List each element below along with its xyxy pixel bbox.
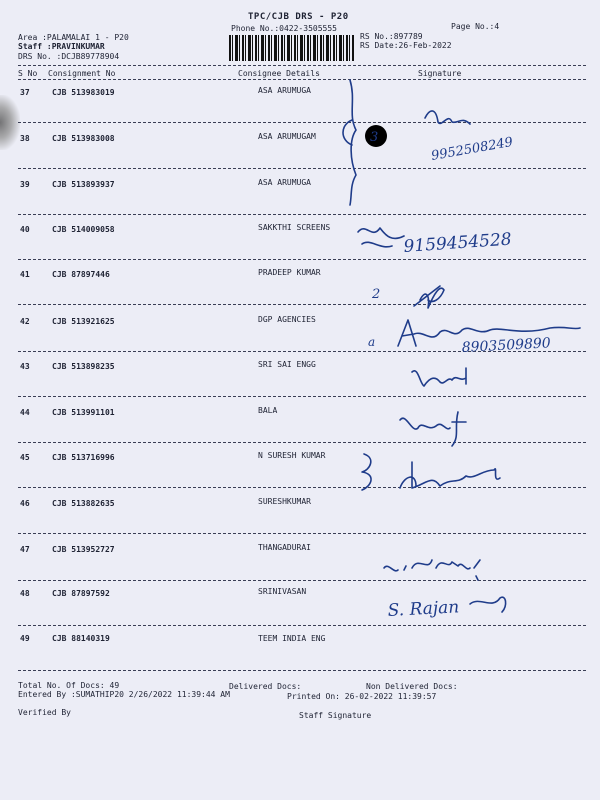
staff-signature: Staff Signature — [299, 711, 372, 720]
row-sno: 42 — [20, 317, 30, 326]
row-sno: 49 — [20, 634, 30, 643]
staff-label: Staff :PRAVINKUMAR — [18, 42, 105, 51]
bracket-stroke — [343, 120, 352, 145]
signature-38 — [425, 111, 470, 124]
row-consignment: CJB 513952727 — [52, 545, 115, 554]
row-consignment: CJB 88140319 — [52, 634, 110, 643]
row-consignment: CJB 513983019 — [52, 88, 115, 97]
column-header-consignment: Consignment No — [48, 69, 116, 78]
row-consignee: ASA ARUMUGA — [258, 178, 311, 187]
signature-44 — [400, 412, 466, 446]
document-title: TPC/CJB DRS - P20 — [248, 12, 349, 22]
row-sno: 46 — [20, 499, 30, 508]
area-label: Area :PALAMALAI 1 - P20 — [18, 33, 129, 42]
row-consignee: N SURESH KUMAR — [258, 451, 326, 460]
mark-a: a — [368, 335, 376, 349]
row-consignee: ASA ARUMUGAM — [258, 132, 316, 141]
row-sno: 37 — [20, 88, 30, 97]
row-sno: 41 — [20, 270, 30, 279]
signature-45 — [400, 462, 500, 488]
signature-40 — [358, 228, 404, 247]
row-sno: 45 — [20, 453, 30, 462]
delivered-docs: Delivered Docs: — [229, 682, 302, 691]
rs-date: RS Date:26-Feb-2022 — [360, 41, 452, 50]
signature-47 — [384, 560, 480, 580]
circled-number: 3 — [370, 130, 379, 145]
non-delivered-docs: Non Delivered Docs: — [366, 682, 458, 691]
phone-38: 9952508249 — [430, 134, 515, 164]
printed-on: Printed On: 26-02-2022 11:39:57 — [287, 692, 437, 701]
row-sno: 48 — [20, 589, 30, 598]
row-consignment: CJB 513716996 — [52, 453, 115, 462]
row-consignee: BALA — [258, 406, 278, 415]
signature-43 — [412, 368, 466, 386]
column-header-consignee: Consignee Details — [238, 69, 320, 78]
rs-number: RS No.:897789 — [360, 32, 423, 41]
row-consignment: CJB 513983008 — [52, 134, 115, 143]
row-consignee: SRI SAI ENGG — [258, 360, 316, 369]
row-sno: 39 — [20, 180, 30, 189]
row-sno: 40 — [20, 225, 30, 234]
phone-40: 9159454528 — [402, 229, 513, 257]
row-consignee: SURESHKUMAR — [258, 497, 311, 506]
row-consignee: SRINIVASAN — [258, 587, 307, 596]
row-consignment: CJB 87897446 — [52, 270, 110, 279]
bracket-stroke-45 — [362, 454, 371, 490]
row-consignment: CJB 513898235 — [52, 362, 115, 371]
column-header-signature: Signature — [418, 69, 462, 78]
row-consignment: CJB 513893937 — [52, 180, 115, 189]
row-consignment: CJB 513991101 — [52, 408, 115, 417]
total-docs: Total No. Of Docs: 49 — [18, 681, 120, 690]
mark-2: 2 — [372, 287, 381, 302]
bracket-stroke — [350, 80, 356, 205]
row-consignee: TEEM INDIA ENG — [258, 634, 326, 643]
row-consignment: CJB 513921625 — [52, 317, 115, 326]
row-consignee: THANGADURAI — [258, 543, 311, 552]
page-number: Page No.:4 — [451, 22, 500, 31]
row-sno: 47 — [20, 545, 30, 554]
row-consignment: CJB 87897592 — [52, 589, 110, 598]
drs-number: DRS No. :DCJB89778904 — [18, 52, 120, 61]
phone-number: Phone No.:0422-3505555 — [231, 24, 337, 33]
entered-by: Entered By :SUMATHIP20 2/26/2022 11:39:44 AM — [18, 690, 230, 699]
column-header-sno: S No — [18, 69, 38, 78]
phone-42: 8903509890 — [461, 335, 552, 356]
row-consignment: CJB 513882635 — [52, 499, 115, 508]
verified-by: Verified By — [18, 708, 71, 717]
signature-48 — [470, 597, 506, 612]
signature-41 — [414, 286, 444, 308]
row-sno: 43 — [20, 362, 30, 371]
name-48: S. Rajan — [387, 597, 460, 621]
row-consignment: CJB 514009058 — [52, 225, 115, 234]
row-consignee: SAKKTHI SCREENS — [258, 223, 331, 232]
row-sno: 38 — [20, 134, 30, 143]
row-consignee: ASA ARUMUGA — [258, 86, 311, 95]
row-consignee: PRADEEP KUMAR — [258, 268, 321, 277]
row-sno: 44 — [20, 408, 30, 417]
row-consignee: DGP AGENCIES — [258, 315, 316, 324]
